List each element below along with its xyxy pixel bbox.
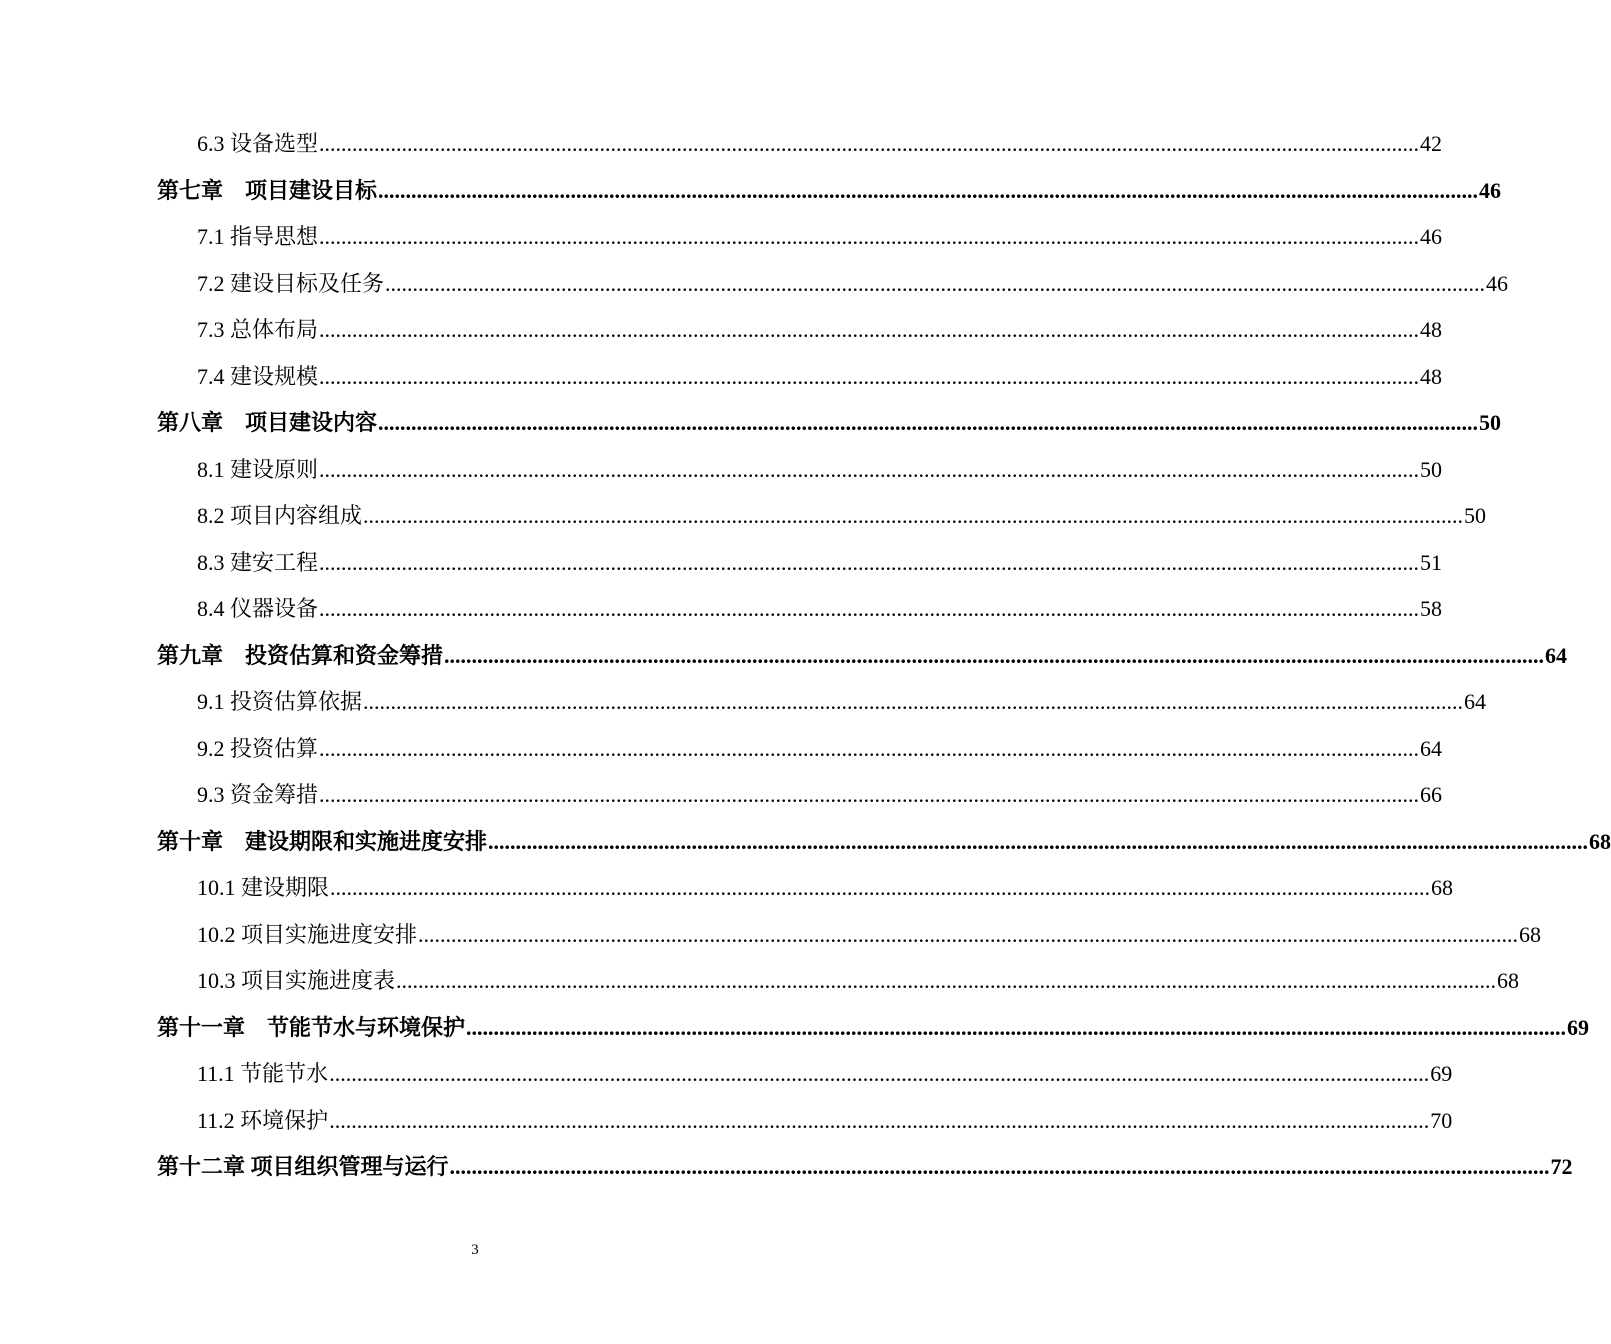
toc-chapter-entry[interactable] [157, 400, 1502, 447]
toc-section-entry[interactable] [157, 261, 1509, 308]
toc-section-entry[interactable] [157, 493, 1487, 540]
toc-entry-title: 10.3 项目实施进度表 [197, 968, 396, 993]
toc-chapter-entry[interactable] [157, 1144, 1573, 1191]
toc-entry-title: 第十二章 项目组织管理与运行 [157, 1154, 449, 1179]
toc-dot-leader: ........................................................................................................................................................................................................ [385, 270, 1486, 296]
toc-dot-leader: ........................................................................................................................................................................................................ [466, 1014, 1567, 1040]
toc-entry-title: 7.2 建设目标及任务 [197, 270, 385, 296]
toc-dot-leader: ........................................................................................................................................................................................................ [319, 735, 1420, 761]
toc-entry-page: 70 [1430, 1107, 1453, 1133]
toc-dot-leader: ........................................................................................................................................................................................................ [396, 968, 1497, 993]
toc-entry-page: 72 [1550, 1154, 1573, 1179]
toc-dot-leader: ........................................................................................................................................................................................................ [319, 317, 1420, 342]
toc-section-entry[interactable] [157, 679, 1487, 726]
toc-entry-page: 50 [1479, 410, 1502, 435]
toc-entry-title: 9.3 资金筹措 [197, 782, 319, 807]
toc-chapter-entry[interactable] [157, 168, 1502, 215]
toc-section-entry[interactable] [157, 354, 1443, 401]
toc-entry-page: 69 [1567, 1014, 1590, 1040]
toc-dot-leader: ........................................................................................................................................................................................................ [363, 689, 1464, 714]
toc-entry-page: 50 [1464, 503, 1487, 528]
toc-section-entry[interactable] [157, 214, 1443, 261]
toc-dot-leader: ........................................................................................................................................................................................................ [449, 1154, 1550, 1179]
toc-section-entry[interactable] [157, 447, 1443, 494]
toc-section-entry[interactable] [157, 307, 1443, 354]
toc-entry-title: 9.2 投资估算 [197, 735, 319, 761]
toc-section-entry[interactable] [157, 540, 1443, 587]
toc-entry-page: 46 [1479, 177, 1502, 203]
toc-section-entry[interactable] [157, 1098, 1453, 1145]
toc-entry-page: 68 [1519, 921, 1542, 947]
toc-dot-leader: ........................................................................................................................................................................................................ [330, 875, 1431, 900]
toc-entry-title: 8.3 建安工程 [197, 549, 319, 575]
toc-dot-leader: ........................................................................................................................................................................................................ [319, 549, 1420, 575]
toc-dot-leader: ........................................................................................................................................................................................................ [319, 596, 1420, 621]
toc-entry-page: 68 [1497, 968, 1520, 993]
toc-chapter-entry[interactable] [157, 819, 1611, 866]
toc-entry-title: 8.4 仪器设备 [197, 596, 319, 621]
toc-entry-page: 48 [1420, 363, 1443, 389]
toc-entry-page: 68 [1431, 875, 1454, 900]
toc-chapter-entry[interactable] [157, 1005, 1590, 1052]
toc-dot-leader: ........................................................................................................................................................................................................ [444, 642, 1545, 668]
toc-entry-title: 10.2 项目实施进度安排 [197, 921, 418, 947]
toc-dot-leader: ........................................................................................................................................................................................................ [319, 363, 1420, 389]
toc-dot-leader: ........................................................................................................................................................................................................ [329, 1107, 1430, 1133]
toc-entry-page: 46 [1420, 224, 1443, 249]
toc-dot-leader: ........................................................................................................................................................................................................ [319, 456, 1420, 482]
toc-entry-title: 8.2 项目内容组成 [197, 503, 363, 528]
toc-dot-leader: ........................................................................................................................................................................................................ [363, 503, 1464, 528]
toc-entry-page: 64 [1545, 642, 1568, 668]
toc-entry-title: 7.1 指导思想 [197, 224, 319, 249]
toc-section-entry[interactable] [157, 726, 1443, 773]
toc-entry-page: 42 [1420, 131, 1443, 156]
toc-entry-title: 第七章 项目建设目标 [157, 177, 378, 203]
toc-entry-page: 51 [1420, 549, 1443, 575]
toc-entry-title: 9.1 投资估算依据 [197, 689, 363, 714]
toc-entry-title: 11.2 环境保护 [197, 1107, 329, 1133]
toc-entry-page: 69 [1430, 1061, 1453, 1086]
page-number: 3 [471, 1242, 479, 1258]
toc-dot-leader: ........................................................................................................................................................................................................ [378, 177, 1479, 203]
toc-entry-title: 8.1 建设原则 [197, 456, 319, 482]
toc-entry-title: 第十章 建设期限和实施进度安排 [157, 828, 488, 854]
toc-entry-page: 58 [1420, 596, 1443, 621]
toc-section-entry[interactable] [157, 958, 1520, 1005]
toc-section-entry[interactable] [157, 586, 1443, 633]
toc-entry-title: 第九章 投资估算和资金筹措 [157, 642, 444, 668]
toc-section-entry[interactable] [157, 865, 1454, 912]
toc-entry-page: 48 [1420, 317, 1443, 342]
toc-entry-title: 11.1 节能节水 [197, 1061, 329, 1086]
toc-section-entry[interactable] [157, 912, 1542, 959]
toc-entry-title: 6.3 设备选型 [197, 131, 319, 156]
toc-chapter-entry[interactable] [157, 633, 1568, 680]
toc-dot-leader: ........................................................................................................................................................................................................ [378, 410, 1479, 435]
toc-entry-page: 64 [1420, 735, 1443, 761]
table-of-contents [157, 121, 1611, 1191]
toc-dot-leader: ........................................................................................................................................................................................................ [319, 782, 1420, 807]
toc-entry-title: 第八章 项目建设内容 [157, 410, 378, 435]
toc-dot-leader: ........................................................................................................................................................................................................ [488, 828, 1589, 854]
toc-entry-page: 68 [1589, 828, 1611, 854]
toc-dot-leader: ........................................................................................................................................................................................................ [329, 1061, 1430, 1086]
toc-entry-title: 7.3 总体布局 [197, 317, 319, 342]
toc-section-entry[interactable] [157, 772, 1443, 819]
toc-section-entry[interactable] [157, 1051, 1453, 1098]
toc-entry-page: 64 [1464, 689, 1487, 714]
toc-entry-page: 50 [1420, 456, 1443, 482]
toc-entry-title: 7.4 建设规模 [197, 363, 319, 389]
toc-dot-leader: ........................................................................................................................................................................................................ [319, 131, 1420, 156]
toc-entry-title: 第十一章 节能节水与环境保护 [157, 1014, 466, 1040]
toc-entry-page: 46 [1486, 270, 1509, 296]
toc-entry-title: 10.1 建设期限 [197, 875, 330, 900]
toc-section-entry[interactable] [157, 121, 1443, 168]
toc-entry-page: 66 [1420, 782, 1443, 807]
toc-dot-leader: ........................................................................................................................................................................................................ [418, 921, 1519, 947]
toc-dot-leader: ........................................................................................................................................................................................................ [319, 224, 1420, 249]
